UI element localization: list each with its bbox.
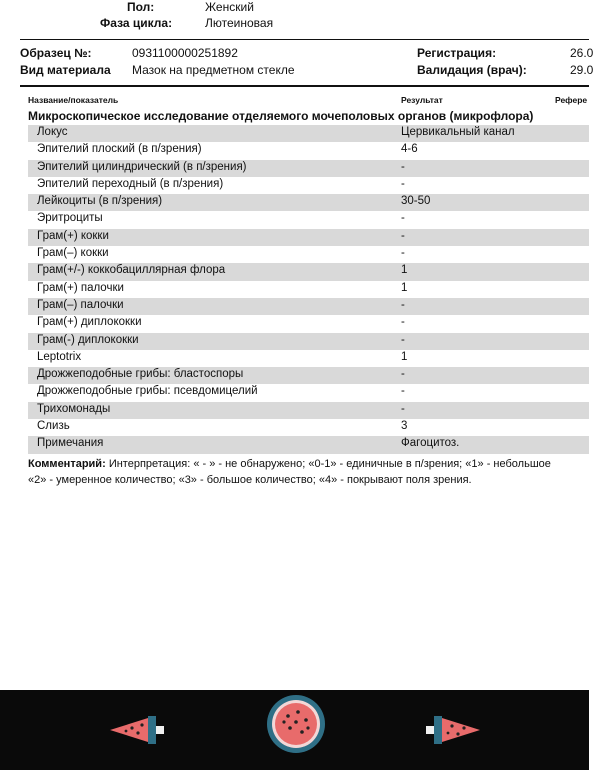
table-row [28,350,589,367]
material-label: Вид материала [20,63,111,77]
row-parameter-name: Локус [37,126,68,138]
row-result-value: 4-6 [401,143,418,156]
validation-label: Валидация (врач): [417,63,527,77]
row-parameter-name: Грам(+) диплококки [37,316,142,329]
sample-id-value: 0931100000251892 [132,46,238,60]
table-row [28,436,589,453]
row-result-value: Фагоцитоз. [401,437,460,450]
registration-value: 26.0 [570,46,593,60]
watermelon-circle-icon[interactable] [266,694,326,754]
table-row [28,211,589,228]
row-parameter-name: Примечания [37,437,104,450]
row-parameter-name: Дрожжеподобные грибы: псевдомицелий [37,385,258,398]
comment-line-2: «2» - умеренное количество; «3» - большое количество; «4» - покрывают поля зрения. [28,474,472,486]
row-parameter-name: Грам(-) диплококки [37,333,139,346]
table-row [28,194,589,211]
row-parameter-name: Трихомонады [37,402,111,415]
row-parameter-name: Эпителий переходный (в п/зрения) [37,177,224,190]
row-parameter-name: Грам(–) палочки [37,298,124,311]
row-result-value: - [401,229,405,242]
sample-divider [20,85,589,87]
header-divider [20,39,589,40]
row-result-value: - [401,316,405,329]
table-row [28,315,589,332]
sex-label: Пол: [127,0,155,14]
row-result-value: - [401,385,405,398]
column-header-result: Результат [401,95,443,105]
row-parameter-name: Лейкоциты (в п/зрения) [37,195,163,208]
row-parameter-name: Leptotrix [37,350,82,363]
row-parameter-name: Дрожжеподобные грибы: бластоспоры [37,368,244,381]
row-result-value: 1 [401,281,408,294]
table-row [28,298,589,315]
watermelon-slice-left-icon[interactable] [104,708,166,752]
comment-line-1 [28,456,589,472]
material-value: Мазок на предметном стекле [132,63,295,77]
table-row [28,177,589,194]
row-parameter-name: Слизь [37,420,70,433]
table-row [28,125,589,142]
table-row [28,229,589,246]
row-result-value: - [401,247,405,260]
row-result-value: - [401,212,405,225]
table-row [28,263,589,280]
row-parameter-name: Эритроциты [37,212,103,225]
section-title: Микроскопическое исследование отделяемого мочеполовых органов (микрофлора) [28,109,534,123]
column-header-reference: Рефере [555,95,588,105]
registration-label: Регистрация: [417,46,497,60]
sex-value: Женский [205,0,254,14]
table-row [28,402,589,419]
table-row [28,142,589,159]
row-result-value: - [401,160,405,173]
row-result-value: - [401,298,405,311]
row-result-value: 1 [401,350,408,363]
viewer-nav-bar [0,690,589,770]
comment-text-1: Интерпретация: « - » - не обнаружено; «0-1» - единичные в п/зрения; «1» - небольшое [108,458,551,470]
row-parameter-name: Грам(–) кокки [37,247,109,260]
row-result-value: - [401,333,405,346]
table-row [28,367,589,384]
sample-id-label: Образец №: [20,46,92,60]
table-row [28,333,589,350]
table-row [28,281,589,298]
cycle-phase-value: Лютеиновая [205,16,274,30]
row-parameter-name: Грам(+) кокки [37,229,109,242]
results-table [28,125,589,454]
column-header-name: Название/показатель [28,95,119,105]
row-result-value: Цервикальный канал [401,126,515,138]
table-row [28,246,589,263]
validation-value: 29.0 [570,63,593,77]
table-row [28,419,589,436]
row-parameter-name: Грам(+) палочки [37,281,124,294]
row-parameter-name: Эпителий цилиндрический (в п/зрения) [37,160,247,173]
row-result-value: - [401,402,405,415]
interpretation-comment [28,456,589,488]
row-parameter-name: Эпителий плоский (в п/зрения) [37,143,202,156]
comment-label: Комментарий: [28,458,106,470]
cycle-phase-label: Фаза цикла: [100,16,173,30]
row-result-value: - [401,368,405,381]
row-result-value: 1 [401,264,408,277]
row-result-value: - [401,177,405,190]
row-result-value: 3 [401,420,408,433]
table-row [28,160,589,177]
row-parameter-name: Грам(+/-) коккобациллярная флора [37,264,226,277]
row-result-value: 30-50 [401,195,431,208]
table-row [28,384,589,401]
watermelon-slice-right-icon[interactable] [424,708,486,752]
